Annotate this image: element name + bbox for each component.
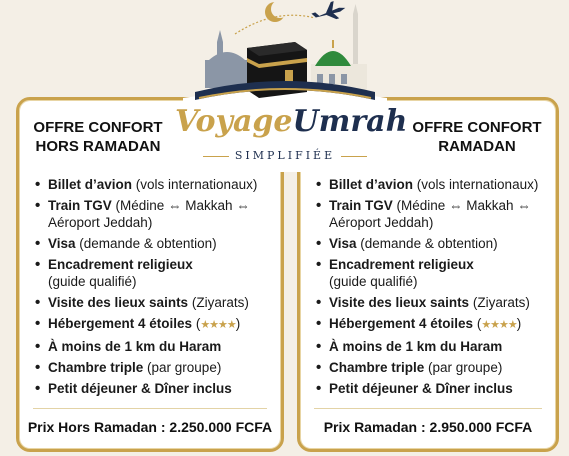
offer-title (23, 118, 173, 156)
feature-item-train: • Train TGV (Médine ⇔ Makkah ⇔ Aéroport Jeddah) (35, 197, 275, 231)
feature-item-visa: • Visa (demande & obtention) (316, 235, 550, 252)
brand-logo (175, 0, 408, 175)
feature-item-ziyarats: • Visite des lieux saints (Ziyarats) (316, 294, 550, 311)
price-divider (314, 408, 542, 409)
feature-item-train: • Train TGV (Médine ⇔ Makkah ⇔ Aéroport Jeddah) (316, 197, 550, 231)
feature-item-guide: • Encadrement religieux (guide qualifié) (316, 256, 550, 290)
brand-word-umrah: Umrah (292, 104, 408, 139)
green-dome-mosque-icon (311, 4, 367, 90)
feature-item-hotel: • Hébergement 4 étoiles (★★★★) (316, 315, 550, 334)
feature-item-meals: • Petit déjeuner & Dîner inclus (35, 380, 275, 397)
offer-title-line1: OFFRE CONFORT (412, 119, 542, 136)
feature-item-visa: • Visa (demande & obtention) (35, 235, 275, 252)
brand-word-voyage: Voyage (175, 104, 293, 139)
four-stars-icon: ★★★★ (481, 319, 517, 331)
feature-item-distance: • À moins de 1 km du Haram (35, 338, 275, 355)
feature-item-hotel: • Hébergement 4 étoiles (★★★★) (35, 315, 275, 334)
offer-title (402, 118, 552, 156)
feature-item-flight: • Billet d’avion (vols internationaux) (316, 176, 550, 193)
offer-title-line1: OFFRE CONFORT (33, 119, 163, 136)
brand-tagline: SIMPLIFIÉE (175, 149, 395, 162)
feature-item-flight: • Billet d’avion (vols internationaux) (35, 176, 275, 193)
feature-item-meals: • Petit déjeuner & Dîner inclus (316, 380, 550, 397)
brand-wordmark (175, 104, 408, 139)
feature-list (316, 176, 550, 401)
feature-item-distance: • À moins de 1 km du Haram (316, 338, 550, 355)
four-stars-icon: ★★★★ (200, 319, 236, 331)
offer-title-line2: HORS RAMADAN (35, 138, 161, 155)
offer-price: Prix Ramadan : 2.950.000 FCFA (323, 419, 533, 435)
feature-item-room: • Chambre triple (par groupe) (316, 359, 550, 376)
offer-title-line2: RAMADAN (438, 138, 516, 155)
airplane-icon (310, 0, 348, 26)
feature-item-ziyarats: • Visite des lieux saints (Ziyarats) (35, 294, 275, 311)
offer-price: Prix Hors Ramadan : 2.250.000 FCFA (27, 419, 273, 435)
feature-item-room: • Chambre triple (par groupe) (35, 359, 275, 376)
feature-list (35, 176, 275, 401)
price-divider (33, 408, 267, 409)
feature-item-guide: • Encadrement religieux (guide qualifié) (35, 256, 275, 290)
